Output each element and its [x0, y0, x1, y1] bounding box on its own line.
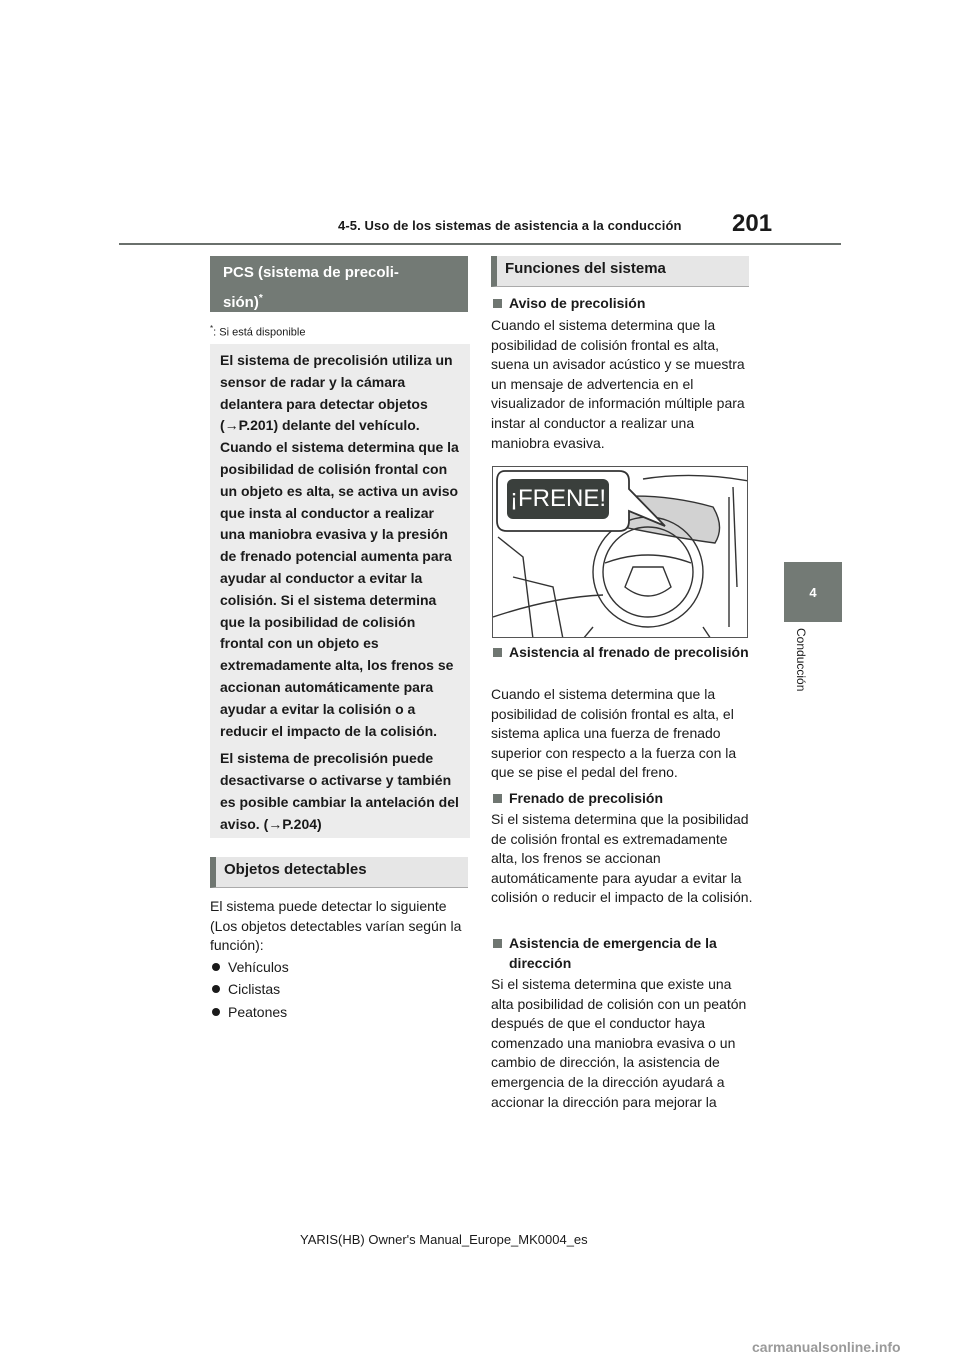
- chapter-tab[interactable]: 4: [784, 562, 842, 622]
- item-text-steering-assist: Si el sistema determina que existe una alta posibilidad de colisión con un peatón después de que el conductor haya comenzado una maniobra evasiva o un cambio de dirección, la asistencia de emergencia de la dirección ayudará a accionar la dirección para mejorar la: [491, 976, 747, 1110]
- manual-footer: YARIS(HB) Owner's Manual_Europe_MK0004_es: [300, 1232, 588, 1247]
- square-bullet-icon: [493, 794, 502, 803]
- bullet-icon: [212, 963, 220, 971]
- summary-paragraph-2: El sistema de precolisión puede desactivarse o activarse y también es posible cambiar la antelación del aviso. (→P.204): [220, 750, 459, 832]
- list-item: Vehículos: [212, 956, 289, 978]
- square-bullet-icon: [493, 648, 502, 657]
- pcs-heading-asterisk: *: [258, 293, 263, 304]
- list-item: Ciclistas: [212, 978, 289, 1000]
- item-title-brake-assist: Asistencia al frenado de precolisión: [491, 643, 767, 663]
- item-text-precollision-braking: Si el sistema determina que la posibilidad de colisión frontal es extremadamente alta, los frenos se accionan automáticamente para ayudar a evitar la colisión o reducir el impacto de la colisión.: [491, 811, 753, 906]
- summary-paragraph-1: El sistema de precolisión utiliza un sensor de radar y la cámara delantera para detectar objetos (→P.201) delante del vehículo. Cuando el sistema determina que la posibilidad de colisión frontal con un objeto es alta, se activa un aviso que insta al conductor a realizar una maniobra evasiva y la presión de frenado potencial aumenta para ayudar al conductor a evitar la colisión. Si el sistema determina que la posibilidad de colisión frontal con un objeto es extremadamente alta, los frenos se accionan automáticamente para ayudar a evitar la colisión o a reducir el impacto de la colisión.: [220, 352, 459, 739]
- footnote-asterisk: *: [210, 324, 214, 333]
- pcs-heading-line2: sión): [223, 294, 259, 311]
- section-title: 4-5. Uso de los sistemas de asistencia a la conducción: [338, 218, 682, 233]
- system-functions-heading: Funciones del sistema: [491, 256, 749, 287]
- item-title-precollision-braking: Frenado de precolisión: [491, 789, 767, 809]
- chapter-label-text: Conducción: [794, 628, 808, 692]
- item-text-collision-warning: Cuando el sistema determina que la posibilidad de colisión frontal es alta, suena un avisador acústico y se muestra un mensaje de advertencia en el visualizador de información múltiple para instar al conductor a realizar una maniobra evasiva.: [491, 317, 745, 451]
- item-title-collision-warning: Aviso de precolisión: [491, 294, 767, 314]
- warning-illustration: [492, 466, 748, 638]
- header-divider: [119, 243, 841, 245]
- bullet-icon: [212, 1008, 220, 1016]
- availability-footnote: [210, 324, 305, 339]
- pcs-heading: [210, 256, 468, 312]
- page-number: 201: [732, 210, 773, 237]
- summary-box: [210, 344, 470, 838]
- detectable-objects-heading: Objetos detectables: [210, 857, 468, 888]
- square-bullet-icon: [493, 939, 502, 948]
- square-bullet-icon: [493, 299, 502, 308]
- chapter-label: [794, 628, 808, 718]
- detectable-list: [212, 956, 289, 1023]
- item-title-steering-assist: Asistencia de emergencia de la dirección: [491, 934, 754, 973]
- watermark: carmanualsonline.info: [752, 1339, 901, 1355]
- brake-warning-message: ¡FRENE!: [510, 485, 606, 512]
- bullet-icon: [212, 985, 220, 993]
- footnote-text: : Si está disponible: [213, 326, 306, 339]
- detectable-intro: El sistema puede detectar lo siguiente (Los objetos detectables varían según la función):: [210, 898, 462, 954]
- item-text-brake-assist: Cuando el sistema determina que la posibilidad de colisión frontal es alta, el sistema aplica una fuerza de frenado superior con respecto a la fuerza con la que se pise el pedal del freno.: [491, 686, 737, 781]
- list-item: Peatones: [212, 1001, 289, 1023]
- pcs-heading-line1: PCS (sistema de precoli-: [223, 264, 399, 281]
